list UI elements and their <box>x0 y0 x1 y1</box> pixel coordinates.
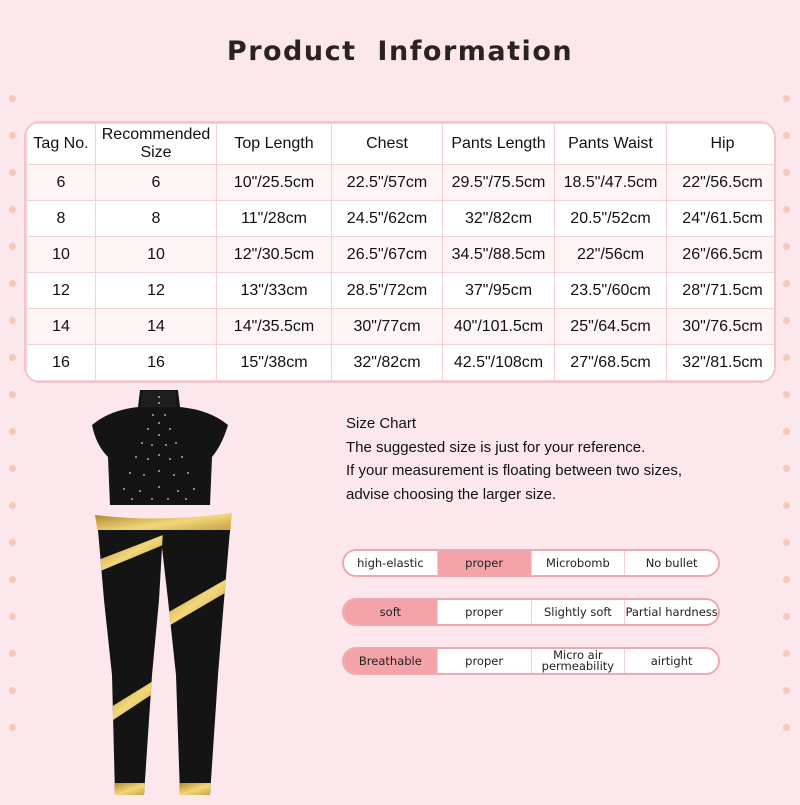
softness-rating-bar <box>342 598 720 626</box>
table-cell: 32"/82cm <box>332 345 443 381</box>
table-cell: 14 <box>96 309 217 345</box>
table-cell: 22"/56cm <box>555 237 667 273</box>
table-row <box>27 237 777 273</box>
softness-option-2: proper <box>438 600 532 624</box>
elasticity-option-2: proper <box>438 551 532 575</box>
table-cell: 10 <box>96 237 217 273</box>
table-cell: 15"/38cm <box>217 345 332 381</box>
softness-option-1: soft <box>344 600 438 624</box>
softness-option-4: Partial hardness <box>625 604 718 619</box>
table-cell: 8 <box>27 201 96 237</box>
breathability-option-3: Micro air permeability <box>532 649 626 673</box>
table-cell: 37"/95cm <box>443 273 555 309</box>
table-row <box>27 345 777 381</box>
header-chest: Chest <box>332 124 443 165</box>
table-cell: 30"/77cm <box>332 309 443 345</box>
table-row <box>27 201 777 237</box>
header-pants-waist: Pants Waist <box>555 124 667 165</box>
table-cell: 28"/71.5cm <box>667 273 777 309</box>
table-cell: 32"/81.5cm <box>667 345 777 381</box>
table-cell: 23.5"/60cm <box>555 273 667 309</box>
table-cell: 14 <box>27 309 96 345</box>
table-header-row <box>27 124 777 165</box>
table-cell: 26.5"/67cm <box>332 237 443 273</box>
breathability-option-4: airtight <box>650 653 693 668</box>
header-recommended-size: Recommended Size <box>96 124 217 165</box>
header-top-length: Top Length <box>217 124 332 165</box>
table-cell: 6 <box>96 165 217 201</box>
table-cell: 10"/25.5cm <box>217 165 332 201</box>
header-hip: Hip <box>667 124 777 165</box>
table-cell: 25"/64.5cm <box>555 309 667 345</box>
size-chart-note <box>346 412 682 506</box>
table-cell: 24.5"/62cm <box>332 201 443 237</box>
breathability-option-1: Breathable <box>344 649 438 673</box>
table-row <box>27 273 777 309</box>
table-cell: 16 <box>96 345 217 381</box>
elasticity-option-4: No bullet <box>645 555 698 570</box>
size-table-container <box>24 121 776 383</box>
decorative-dots-right <box>783 95 791 761</box>
table-cell: 8 <box>96 201 217 237</box>
breathability-option-2: proper <box>438 649 532 673</box>
table-cell: 34.5"/88.5cm <box>443 237 555 273</box>
elasticity-option-3: Microbomb <box>532 551 626 575</box>
table-row <box>27 165 777 201</box>
outfit-image <box>60 385 270 800</box>
breathability-rating-bar <box>342 647 720 675</box>
table-cell: 12"/30.5cm <box>217 237 332 273</box>
header-tag-no: Tag No. <box>27 124 96 165</box>
table-row <box>27 309 777 345</box>
table-cell: 27"/68.5cm <box>555 345 667 381</box>
note-line-1: The suggested size is just for your reference. <box>346 438 646 456</box>
table-cell: 18.5"/47.5cm <box>555 165 667 201</box>
table-cell: 29.5"/75.5cm <box>443 165 555 201</box>
note-line-2: If your measurement is floating between two sizes, <box>346 462 682 479</box>
table-cell: 22.5"/57cm <box>332 165 443 201</box>
table-cell: 42.5"/108cm <box>443 345 555 381</box>
table-cell: 32"/82cm <box>443 201 555 237</box>
table-cell: 16 <box>27 345 96 381</box>
table-cell: 11"/28cm <box>217 201 332 237</box>
table-cell: 30"/76.5cm <box>667 309 777 345</box>
decorative-dots-left <box>9 95 17 761</box>
size-table <box>26 123 776 381</box>
elasticity-rating-bar <box>342 549 720 577</box>
crop-top <box>92 390 228 505</box>
table-cell: 6 <box>27 165 96 201</box>
table-cell: 22"/56.5cm <box>667 165 777 201</box>
note-line-3: advise choosing the larger size. <box>346 485 557 503</box>
table-cell: 12 <box>27 273 96 309</box>
table-cell: 13"/33cm <box>217 273 332 309</box>
elasticity-option-1: high-elastic <box>344 551 438 575</box>
page-title: Product Information <box>226 36 574 67</box>
pants <box>98 530 163 795</box>
softness-option-3: Slightly soft <box>532 600 626 624</box>
table-cell: 28.5"/72cm <box>332 273 443 309</box>
table-cell: 10 <box>27 237 96 273</box>
size-chart-heading: Size Chart <box>346 415 417 432</box>
table-cell: 40"/101.5cm <box>443 309 555 345</box>
table-cell: 24"/61.5cm <box>667 201 777 237</box>
table-cell: 20.5"/52cm <box>555 201 667 237</box>
table-cell: 14"/35.5cm <box>217 309 332 345</box>
table-cell: 12 <box>96 273 217 309</box>
header-pants-length: Pants Length <box>443 124 555 165</box>
table-cell: 26"/66.5cm <box>667 237 777 273</box>
